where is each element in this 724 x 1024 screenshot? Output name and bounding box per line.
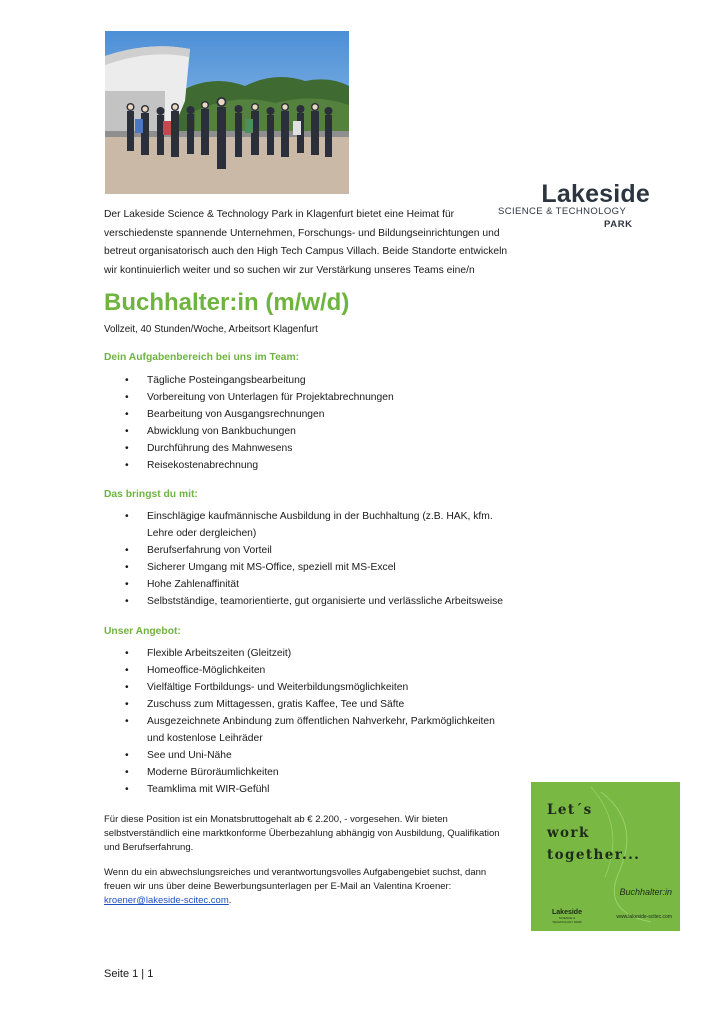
bullet-icon: •: [125, 665, 129, 676]
requirement-list: [104, 508, 534, 610]
list-item: • Flexible Arbeitszeiten (Gleitzeit): [104, 645, 534, 662]
bullet-icon: •: [125, 511, 129, 522]
promo-job-label: Buchhalter:in: [619, 887, 672, 897]
promo-logo-sub: SCIENCE & TECHNOLOGY PARK: [552, 916, 582, 924]
bullet-icon: •: [125, 460, 129, 471]
list-item: • Sicherer Umgang mit MS-Office, speziell mit MS-Excel: [104, 559, 534, 576]
intro-paragraph: [104, 206, 524, 280]
list-item: • Berufserfahrung von Vorteil: [104, 542, 534, 559]
section-heading-offer: Unser Angebot:: [104, 626, 181, 637]
section-heading-tasks: Dein Aufgabenbereich bei uns im Team:: [104, 352, 300, 363]
offer-list: [104, 645, 534, 798]
list-item: • Vorbereitung von Unterlagen für Projektabrechnungen: [104, 389, 534, 406]
bullet-icon: •: [125, 699, 129, 710]
promo-logo: [549, 909, 585, 924]
promo-logo-name: Lakeside: [552, 909, 582, 916]
list-item: • Einschlägige kaufmännische Ausbildung in der Buchhaltung (z.B. HAK, kfm. Lehre oder dergleichen): [104, 508, 534, 542]
logo-subline: SCIENCE & TECHNOLOGY: [498, 206, 627, 217]
salary-line: Für diese Position ist ein Monatsbruttogehalt ab € 2.200, - vorgesehen. Wir bieten: [104, 814, 448, 825]
list-item: • Abwicklung von Bankbuchungen: [104, 423, 534, 440]
bullet-icon: •: [125, 375, 129, 386]
bullet-icon: •: [125, 648, 129, 659]
bullet-icon: •: [125, 716, 129, 727]
bullet-icon: •: [125, 545, 129, 556]
email-link[interactable]: kroener@lakeside-scitec.com: [104, 895, 229, 906]
logo-name: Lakeside: [541, 180, 650, 208]
page-number: Seite 1 | 1: [104, 968, 154, 980]
list-item: • Ausgezeichnete Anbindung zum öffentlichen Nahverkehr, Parkmöglichkeiten und kostenlose Leihräder: [104, 713, 534, 747]
list-item: • See und Uni-Nähe: [104, 747, 534, 764]
list-item: • Hohe Zahlenaffinität: [104, 576, 534, 593]
intro-line: verschiedenste spannende Unternehmen, Forschungs- und Bildungseinrichtungen und: [104, 227, 500, 239]
bullet-icon: •: [125, 426, 129, 437]
salary-line: und Berufserfahrung.: [104, 842, 194, 853]
bullet-icon: •: [125, 750, 129, 761]
list-item: • Tägliche Posteingangsbearbeitung: [104, 372, 534, 389]
promo-line-1: Let´s: [547, 802, 593, 818]
bullet-icon: •: [125, 579, 129, 590]
salary-line: selbstverständlich eine marktkonforme Überbezahlung abhängig von Ausbildung, Qualifikation: [104, 828, 500, 839]
bullet-icon: •: [125, 443, 129, 454]
list-item: • Bearbeitung von Ausgangsrechnungen: [104, 406, 534, 423]
intro-line: betreut organisatorisch auch den High Tech Campus Villach. Beide Standorte entwickeln: [104, 246, 508, 257]
bullet-icon: •: [125, 767, 129, 778]
list-item: • Teamklima mit WIR-Gefühl: [104, 781, 534, 798]
contact-line: Wenn du ein abwechslungsreiches und verantwortungsvolles Aufgabengebiet suchst, dann: [104, 867, 487, 878]
bullet-icon: •: [125, 409, 129, 420]
salary-paragraph: [104, 813, 534, 855]
section-heading-requirements: Das bringst du mit:: [104, 489, 198, 500]
list-item: • Durchführung des Mahnwesens: [104, 440, 534, 457]
list-item: • Selbstständige, teamorientierte, gut organisierte und verlässliche Arbeitsweise: [104, 593, 534, 610]
bullet-icon: •: [125, 392, 129, 403]
promo-line-3: together...: [547, 847, 641, 863]
bullet-icon: •: [125, 682, 129, 693]
list-item: • Moderne Büroräumlichkeiten: [104, 764, 534, 781]
email-suffix: .: [228, 895, 232, 906]
list-item: • Vielfältige Fortbildungs- und Weiterbildungsmöglichkeiten: [104, 679, 534, 696]
promo-url: www.lakeside-scitec.com: [616, 914, 672, 920]
job-subtitle: Vollzeit, 40 Stunden/Woche, Arbeitsort Klagenfurt: [104, 324, 318, 335]
bullet-icon: •: [125, 596, 129, 607]
task-list: [104, 372, 534, 474]
bullet-icon: •: [125, 562, 129, 573]
contact-line: freuen wir uns über deine Bewerbungsunterlagen per E-Mail an Valentina Kroener:: [104, 881, 452, 892]
intro-line: Der Lakeside Science & Technology Park in Klagenfurt bietet eine Heimat für: [104, 209, 455, 220]
team-photo: [105, 31, 349, 194]
list-item: • Homeoffice-Möglichkeiten: [104, 662, 534, 679]
intro-line: wir kontinuierlich weiter und so suchen wir zur Verstärkung unseres Teams eine/n: [104, 264, 475, 276]
bullet-icon: •: [125, 784, 129, 795]
logo-park: PARK: [604, 219, 633, 230]
list-item: • Zuschuss zum Mittagessen, gratis Kaffee, Tee und Säfte: [104, 696, 534, 713]
promo-line-2: work: [547, 825, 590, 841]
contact-paragraph: [104, 866, 534, 908]
job-title: Buchhalter:in (m/w/d): [104, 289, 350, 316]
list-item: • Reisekostenabrechnung: [104, 457, 534, 474]
promo-graphic: [531, 782, 680, 931]
